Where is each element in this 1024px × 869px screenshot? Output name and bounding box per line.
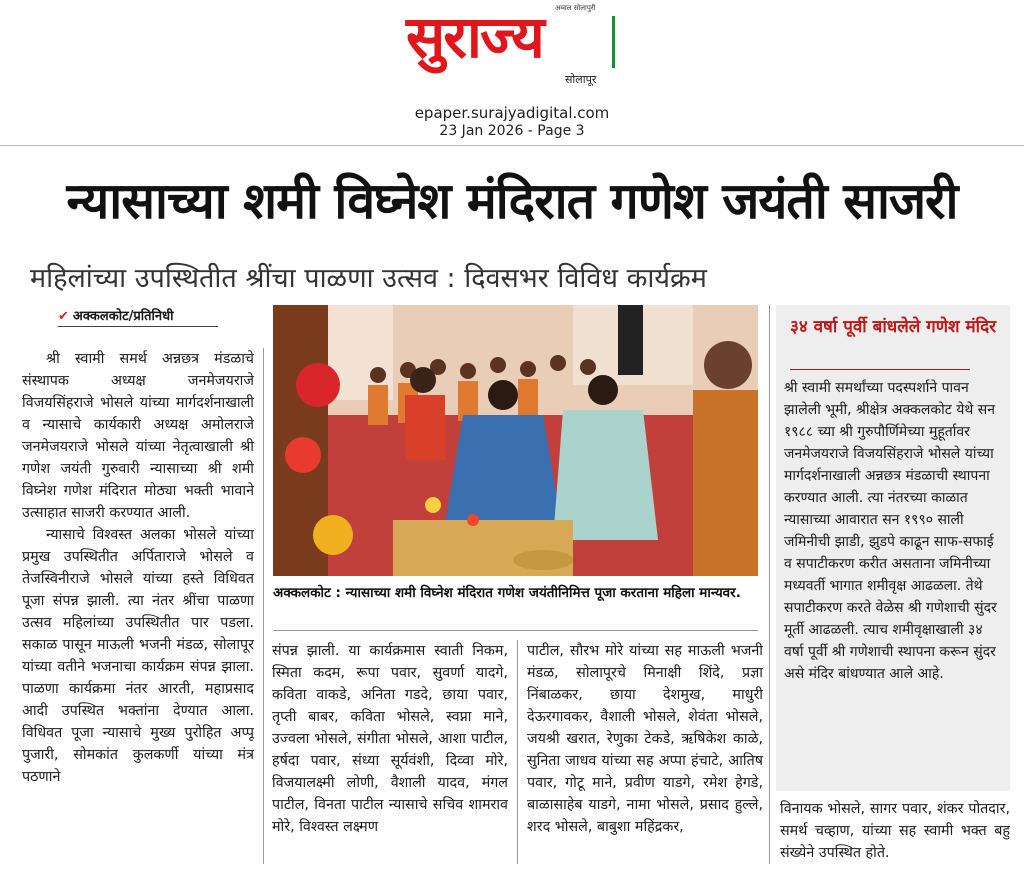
article-column-1 xyxy=(22,348,254,864)
masthead-tagline: अव्वल सोलापुरी xyxy=(555,4,596,12)
sidebar-box xyxy=(776,305,1010,791)
article-paragraph: विनायक भोसले, सागर पवार, शंकर पोतदार, समर्थ चव्हाण, यांच्या सह स्वामी भक्त बहु संख्येने उपस्थित होते. xyxy=(780,801,1010,861)
epaper-date-page: 23 Jan 2026 - Page 3 xyxy=(439,123,585,139)
photo-caption xyxy=(273,583,758,603)
article-column-4 xyxy=(780,798,1010,864)
column-divider xyxy=(769,305,770,864)
article-column-2 xyxy=(272,640,508,864)
article-paragraph: पाटील, सौरभ मोरे यांच्या सह माऊली भजनी मंडळ, सोलापूरचे मिनाक्षी शिंदे, प्रज्ञा निंबाळकर, छाया देशमुख, माधुरी देऊरगावकर, वैशाली भोसले, शेवंता भोसले, जयश्री खरात, रेणुका टेकडे, ऋषिकेश काळे, सुनिता जाधव यांच्या सह अप्पा हंचाटे, आतिष पवार, गोटू माने, प्रवीण याडगे, रमेश हेगडे, बाळासाहेब याडगे, नामा भोसले, प्रसाद हुल्ले, शरद भोसले, बाबुशा महिंद्रकर, xyxy=(527,643,763,835)
article-subheadline: महिलांच्या उपस्थितीत श्रींचा पाळणा उत्सव : दिवसभर विविध कार्यक्रम xyxy=(30,263,707,294)
event-photo-illustration xyxy=(273,305,758,576)
masthead-city: सोलापूर xyxy=(565,73,597,86)
masthead-divider xyxy=(0,145,1024,146)
column-divider xyxy=(263,348,264,864)
logo-accent-bar xyxy=(612,16,615,68)
article-column-3 xyxy=(527,640,763,864)
sidebar-title: ३४ वर्षा पूर्वी बांधलेले गणेश मंदिर xyxy=(790,317,997,337)
article-byline xyxy=(58,306,218,327)
sidebar-body: श्री स्वामी समर्थांच्या पदस्पर्शाने पावन झालेली भूमी, श्रीक्षेत्र अक्कलकोट येथे सन १९८८ च्या श्री गुरुपौर्णिमेच्या मुहूर्तावर जनमेजयराजे विजयसिंहराजे भोसले यांच्या मार्गदर्शनाखाली अन्नछत्र मंडळाची स्थापना करण्यात आली. त्या नंतरच्या काळात न्यासाच्या आवारात सन १९९० साली जमिनीची झाडी, झुडपे काढून साफ-सफाई व सपाटीकरण करीत असताना जमिनीच्या मध्यवर्ती भागात शमीवृक्ष आढळला. तेथे सपाटीकरण करते वेळेस श्री गणेशाची सुंदर मूर्ती आढळली. त्याच शमीवृक्षाखाली ३४ वर्षा पूर्वी श्री गणेशाची स्थापना करून सुंदर असे मंदिर बांधण्यात आले आहे. xyxy=(784,380,997,682)
column-divider xyxy=(517,640,518,864)
byline-text: अक्कलकोट/प्रतिनिधी xyxy=(72,309,174,324)
article-paragraph: श्री स्वामी समर्थ अन्नछत्र मंडळाचे संस्थापक अध्यक्ष जनमेजयराजे विजयसिंहराजे भोसले यांच्या मार्गदर्शनाखाली व न्यासाचे कार्यकारी अध्यक्ष अमोलराजे जनमेजयराजे भोसले यांच्या नेतृत्वाखाली श्री गणेश जयंती गुरुवारी न्यासाच्या श्री शमी विघ्नेश गणेश मंदिरात मोठ्या भक्ती भावाने उत्साहात साजरी करण्यात आली. xyxy=(22,351,254,521)
article-paragraph: न्यासाचे विश्वस्त अलका भोसले यांच्या प्रमुख उपस्थितीत अर्पिताराजे भोसले व तेजस्विनीराजे भोसले यांच्या हस्ते विधिवत पूजा संपन्न झाली. त्या नंतर श्रींचा पाळणा उत्सव महिलांच्या उपस्थितीत पार पडला. सकाळ पासून माऊली भजनी मंडळ, सोलापूर यांच्या वतीने भजनाचा कार्यक्रम संपन्न झाला. पाळणा कार्यक्रमा नंतर आरती, महाप्रसाद आदी उपस्थित भक्तांना देण्यात आला. विधिवत पूजा न्यासाचे मुख्य पुरोहित अप्पू पुजारी, सोमकांत कुलकर्णी यांच्या मंत्र पठणाने xyxy=(22,527,254,785)
event-photo xyxy=(273,305,758,576)
checkmark-icon: ✔ xyxy=(58,309,69,324)
epaper-url[interactable]: epaper.surajyadigital.com xyxy=(414,104,610,122)
column-divider xyxy=(273,630,758,631)
caption-text: न्यासाच्या शमी विघ्नेश मंदिरात गणेश जयंतीनिमित्त पूजा करताना महिला मान्यवर. xyxy=(345,585,741,601)
surajya-logo: सुराज्य xyxy=(406,3,543,71)
masthead xyxy=(0,0,1024,145)
sidebar-title-underline xyxy=(790,369,970,370)
caption-place: अक्कलकोट : xyxy=(273,585,346,601)
article-paragraph: संपन्न झाली. या कार्यक्रमास स्वाती निकम, स्मिता कदम, रूपा पवार, सुवर्णा यादगे, कविता वाकडे, अनिता गडदे, छाया पवार, तृप्ती बाबर, कविता भोसले, स्वप्ना माने, उज्वला भोसले, संगीता भोसले, आशा पाटील, हर्षदा पवार, संध्या सूर्यवंशी, दिव्वा मोरे, विजयालक्ष्मी लोणी, वैशाली यादव, मंगल पाटील, विनता पाटील न्यासाचे सचिव शामराव मोरे, विश्वस्त लक्ष्मण xyxy=(272,643,508,835)
article-headline: न्यासाच्या शमी विघ्नेश मंदिरात गणेश जयंती साजरी xyxy=(66,172,958,230)
